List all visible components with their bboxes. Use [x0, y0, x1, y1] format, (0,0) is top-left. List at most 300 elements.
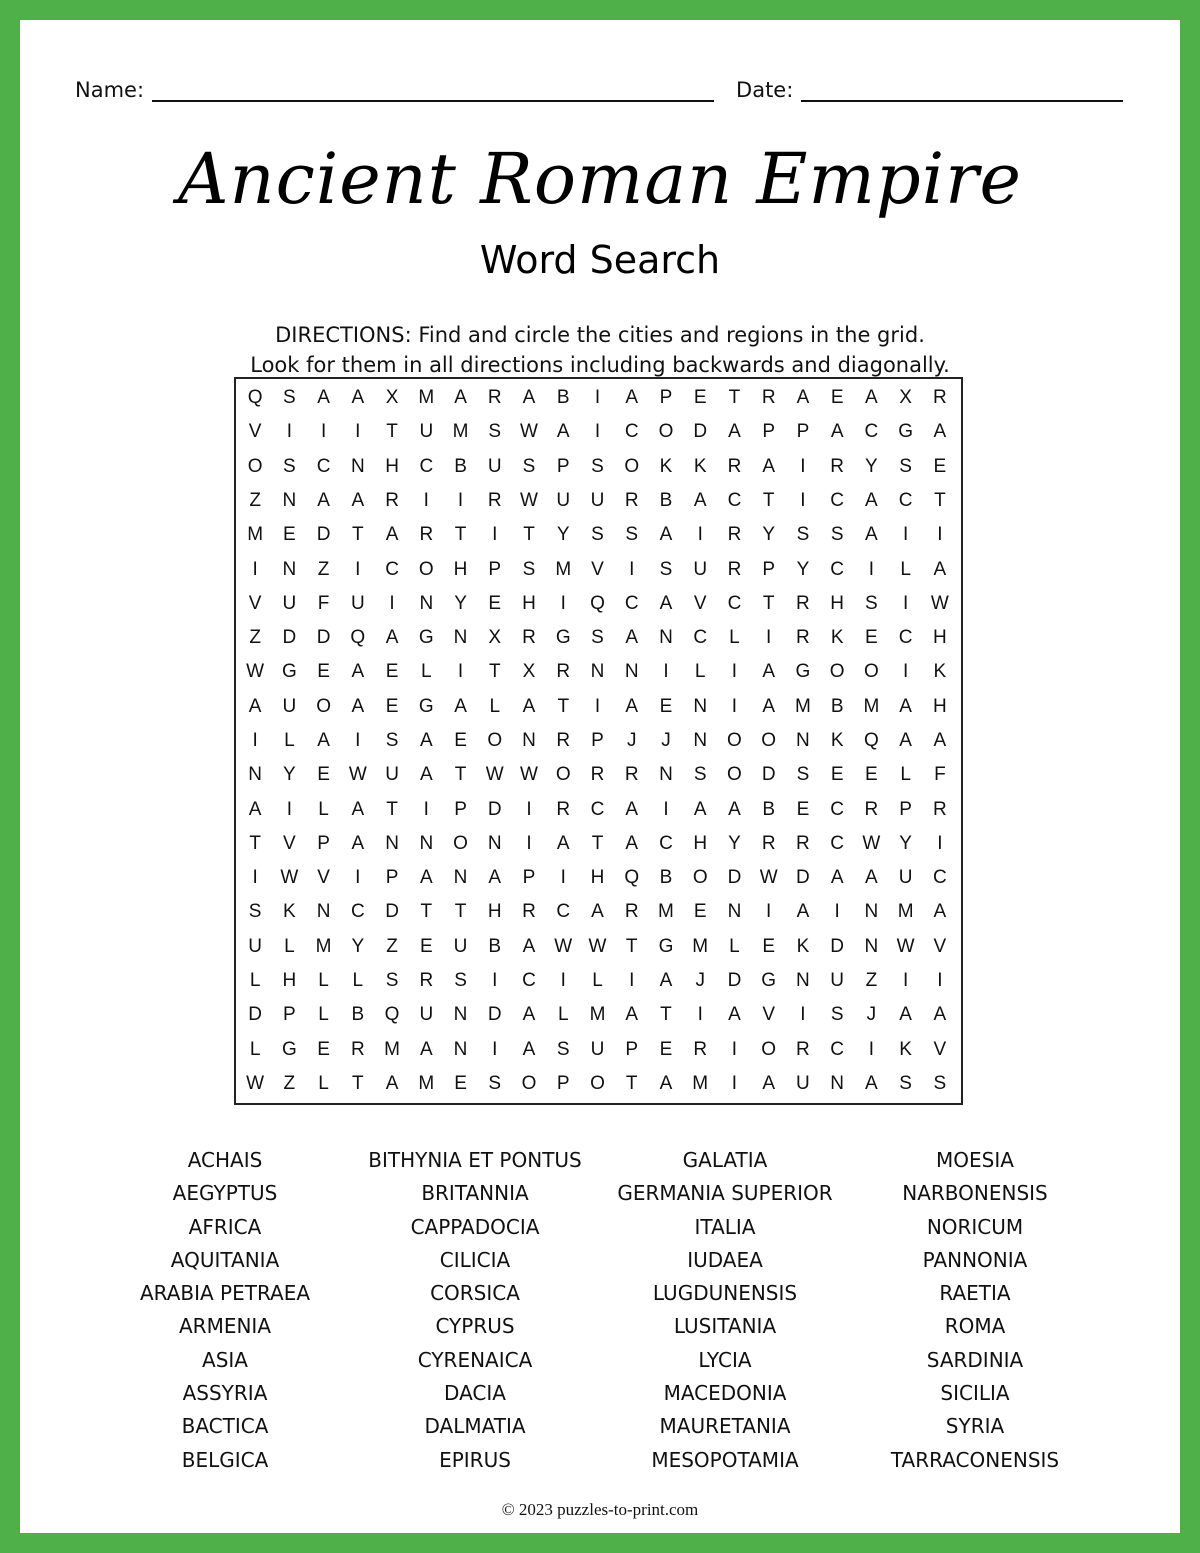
- grid-cell[interactable]: E: [317, 661, 330, 683]
- grid-cell[interactable]: I: [286, 798, 292, 820]
- grid-cell[interactable]: N: [796, 969, 810, 991]
- grid-cell[interactable]: X: [522, 661, 536, 683]
- grid-cell[interactable]: M: [692, 935, 709, 957]
- grid-cell[interactable]: I: [594, 387, 601, 409]
- grid-cell[interactable]: A: [522, 695, 536, 717]
- grid-cell[interactable]: Q: [384, 1004, 400, 1026]
- grid-cell[interactable]: A: [796, 901, 810, 923]
- grid-cell[interactable]: B: [488, 935, 502, 957]
- grid-cell[interactable]: R: [556, 729, 571, 751]
- grid-cell[interactable]: T: [762, 489, 775, 511]
- grid-cell[interactable]: Z: [283, 1072, 296, 1094]
- grid-cell[interactable]: H: [385, 455, 399, 477]
- grid-cell[interactable]: A: [865, 524, 878, 546]
- grid-cell[interactable]: M: [658, 901, 674, 923]
- grid-cell[interactable]: R: [556, 661, 571, 683]
- grid-cell[interactable]: D: [727, 867, 742, 889]
- grid-cell[interactable]: U: [487, 455, 502, 477]
- grid-cell[interactable]: S: [283, 455, 296, 477]
- grid-cell[interactable]: O: [521, 1072, 537, 1094]
- grid-cell[interactable]: G: [898, 421, 914, 443]
- grid-cell[interactable]: E: [317, 1038, 330, 1060]
- grid-cell[interactable]: E: [933, 455, 947, 477]
- grid-cell[interactable]: C: [830, 558, 845, 580]
- grid-cell[interactable]: D: [248, 1004, 262, 1026]
- grid-cell[interactable]: I: [902, 969, 909, 991]
- grid-cell[interactable]: T: [454, 524, 467, 546]
- grid-cell[interactable]: N: [830, 1072, 845, 1094]
- name-field[interactable]: [152, 80, 714, 102]
- grid-cell[interactable]: C: [727, 592, 742, 614]
- grid-cell[interactable]: A: [317, 387, 330, 409]
- grid-cell[interactable]: J: [661, 729, 671, 751]
- grid-cell[interactable]: E: [488, 592, 502, 614]
- grid-cell[interactable]: E: [419, 935, 433, 957]
- grid-cell[interactable]: J: [866, 1004, 877, 1026]
- grid-cell[interactable]: I: [731, 1038, 738, 1060]
- grid-cell[interactable]: L: [900, 558, 911, 580]
- grid-cell[interactable]: M: [418, 1072, 435, 1094]
- grid-cell[interactable]: A: [830, 867, 844, 889]
- grid-cell[interactable]: S: [830, 1004, 844, 1026]
- grid-cell[interactable]: M: [589, 1004, 606, 1026]
- grid-cell[interactable]: S: [385, 729, 399, 751]
- grid-cell[interactable]: O: [247, 455, 263, 477]
- grid-cell[interactable]: A: [317, 729, 330, 751]
- grid-cell[interactable]: I: [526, 798, 532, 820]
- grid-cell[interactable]: P: [385, 867, 399, 889]
- grid-cell[interactable]: P: [317, 832, 330, 854]
- grid-cell[interactable]: N: [590, 661, 605, 683]
- grid-cell[interactable]: U: [590, 1038, 605, 1060]
- grid-cell[interactable]: W: [485, 764, 504, 786]
- grid-cell[interactable]: R: [419, 969, 434, 991]
- grid-cell[interactable]: N: [248, 764, 262, 786]
- grid-cell[interactable]: P: [454, 798, 467, 820]
- grid-cell[interactable]: E: [659, 695, 673, 717]
- grid-cell[interactable]: R: [830, 455, 845, 477]
- grid-cell[interactable]: A: [625, 387, 639, 409]
- grid-cell[interactable]: T: [488, 661, 501, 683]
- grid-cell[interactable]: U: [350, 592, 365, 614]
- grid-cell[interactable]: A: [659, 592, 673, 614]
- grid-cell[interactable]: M: [795, 695, 811, 717]
- grid-cell[interactable]: E: [762, 935, 776, 957]
- grid-cell[interactable]: P: [283, 1004, 296, 1026]
- grid-cell[interactable]: N: [282, 558, 297, 580]
- grid-cell[interactable]: A: [728, 798, 741, 820]
- grid-cell[interactable]: T: [352, 524, 364, 546]
- grid-cell[interactable]: N: [453, 627, 468, 649]
- grid-cell[interactable]: V: [317, 867, 330, 889]
- grid-cell[interactable]: Q: [247, 387, 263, 409]
- grid-cell[interactable]: L: [694, 661, 706, 683]
- grid-cell[interactable]: C: [830, 832, 845, 854]
- grid-cell[interactable]: L: [318, 969, 329, 991]
- grid-cell[interactable]: A: [762, 661, 776, 683]
- grid-cell[interactable]: S: [488, 421, 502, 443]
- grid-cell[interactable]: M: [863, 695, 880, 717]
- grid-cell[interactable]: U: [556, 489, 571, 511]
- grid-cell[interactable]: M: [247, 524, 264, 546]
- grid-cell[interactable]: R: [693, 1038, 708, 1060]
- grid-cell[interactable]: U: [693, 558, 708, 580]
- grid-cell[interactable]: R: [761, 387, 776, 409]
- grid-cell[interactable]: V: [693, 592, 707, 614]
- grid-cell[interactable]: A: [659, 969, 673, 991]
- grid-cell[interactable]: N: [522, 729, 536, 751]
- grid-cell[interactable]: A: [385, 1072, 399, 1094]
- grid-cell[interactable]: B: [762, 798, 776, 820]
- grid-cell[interactable]: O: [590, 1072, 605, 1094]
- grid-cell[interactable]: T: [249, 832, 261, 854]
- grid-cell[interactable]: I: [252, 867, 258, 889]
- grid-cell[interactable]: G: [418, 627, 434, 649]
- grid-cell[interactable]: Z: [249, 627, 261, 649]
- grid-cell[interactable]: D: [727, 969, 742, 991]
- grid-cell[interactable]: C: [659, 832, 673, 854]
- grid-cell[interactable]: A: [351, 489, 365, 511]
- grid-cell[interactable]: W: [348, 764, 367, 786]
- grid-cell[interactable]: I: [526, 832, 532, 854]
- grid-cell[interactable]: Y: [728, 832, 741, 854]
- grid-cell[interactable]: P: [556, 1072, 570, 1094]
- grid-cell[interactable]: C: [624, 592, 639, 614]
- grid-cell[interactable]: I: [286, 421, 292, 443]
- grid-cell[interactable]: I: [355, 421, 361, 443]
- grid-cell[interactable]: T: [352, 1072, 364, 1094]
- grid-cell[interactable]: A: [933, 901, 947, 923]
- grid-cell[interactable]: A: [865, 1072, 878, 1094]
- grid-cell[interactable]: N: [316, 901, 331, 923]
- grid-cell[interactable]: R: [796, 832, 810, 854]
- grid-cell[interactable]: A: [385, 524, 399, 546]
- grid-cell[interactable]: K: [659, 455, 673, 477]
- grid-cell[interactable]: P: [796, 421, 810, 443]
- grid-cell[interactable]: O: [692, 867, 708, 889]
- grid-cell[interactable]: L: [249, 1038, 261, 1060]
- grid-cell[interactable]: C: [624, 421, 639, 443]
- grid-cell[interactable]: B: [454, 455, 467, 477]
- grid-cell[interactable]: B: [830, 695, 844, 717]
- grid-cell[interactable]: A: [933, 1004, 947, 1026]
- grid-cell[interactable]: U: [248, 935, 262, 957]
- grid-cell[interactable]: E: [865, 627, 878, 649]
- grid-cell[interactable]: I: [766, 901, 772, 923]
- grid-cell[interactable]: H: [282, 969, 297, 991]
- grid-cell[interactable]: R: [933, 387, 947, 409]
- grid-cell[interactable]: I: [423, 489, 429, 511]
- grid-cell[interactable]: G: [795, 661, 811, 683]
- grid-cell[interactable]: H: [590, 867, 605, 889]
- grid-cell[interactable]: A: [762, 455, 776, 477]
- grid-cell[interactable]: A: [419, 764, 433, 786]
- grid-cell[interactable]: N: [487, 832, 502, 854]
- grid-cell[interactable]: Q: [350, 627, 366, 649]
- grid-cell[interactable]: A: [454, 387, 467, 409]
- grid-cell[interactable]: R: [522, 627, 536, 649]
- grid-cell[interactable]: Z: [865, 969, 878, 991]
- grid-cell[interactable]: E: [385, 695, 399, 717]
- grid-cell[interactable]: V: [762, 1004, 776, 1026]
- grid-cell[interactable]: O: [316, 695, 331, 717]
- grid-cell[interactable]: P: [762, 558, 776, 580]
- grid-cell[interactable]: M: [452, 421, 469, 443]
- grid-cell[interactable]: L: [592, 969, 603, 991]
- grid-cell[interactable]: N: [693, 729, 708, 751]
- grid-cell[interactable]: E: [454, 729, 467, 751]
- grid-cell[interactable]: S: [522, 558, 536, 580]
- grid-cell[interactable]: O: [829, 661, 845, 683]
- grid-cell[interactable]: A: [556, 421, 570, 443]
- grid-cell[interactable]: A: [419, 729, 433, 751]
- grid-cell[interactable]: I: [355, 729, 361, 751]
- grid-cell[interactable]: Y: [899, 832, 912, 854]
- grid-cell[interactable]: H: [933, 627, 947, 649]
- grid-cell[interactable]: N: [693, 695, 708, 717]
- grid-cell[interactable]: A: [625, 695, 639, 717]
- grid-cell[interactable]: X: [488, 627, 502, 649]
- grid-cell[interactable]: I: [731, 695, 738, 717]
- grid-cell[interactable]: N: [624, 661, 639, 683]
- grid-cell[interactable]: A: [933, 558, 947, 580]
- grid-cell[interactable]: C: [556, 901, 571, 923]
- grid-cell[interactable]: G: [658, 935, 674, 957]
- grid-cell[interactable]: U: [419, 1004, 434, 1026]
- grid-cell[interactable]: I: [629, 969, 635, 991]
- grid-cell[interactable]: A: [693, 798, 707, 820]
- grid-cell[interactable]: B: [351, 1004, 365, 1026]
- grid-cell[interactable]: Q: [864, 729, 879, 751]
- grid-cell[interactable]: W: [930, 592, 949, 614]
- grid-cell[interactable]: T: [523, 524, 535, 546]
- grid-cell[interactable]: S: [899, 1072, 912, 1094]
- grid-cell[interactable]: P: [659, 387, 673, 409]
- grid-cell[interactable]: R: [727, 524, 742, 546]
- grid-cell[interactable]: D: [487, 1004, 502, 1026]
- grid-cell[interactable]: O: [864, 661, 879, 683]
- grid-cell[interactable]: M: [692, 1072, 709, 1094]
- grid-cell[interactable]: T: [934, 489, 946, 511]
- grid-cell[interactable]: A: [351, 387, 365, 409]
- grid-cell[interactable]: S: [933, 1072, 947, 1094]
- grid-cell[interactable]: A: [351, 661, 365, 683]
- grid-cell[interactable]: L: [284, 935, 295, 957]
- grid-cell[interactable]: S: [830, 524, 844, 546]
- grid-cell[interactable]: C: [898, 489, 913, 511]
- grid-cell[interactable]: P: [762, 421, 776, 443]
- grid-cell[interactable]: A: [865, 387, 878, 409]
- grid-cell[interactable]: Y: [351, 935, 365, 957]
- grid-cell[interactable]: S: [591, 524, 604, 546]
- grid-cell[interactable]: I: [800, 455, 806, 477]
- grid-cell[interactable]: L: [729, 627, 740, 649]
- grid-cell[interactable]: W: [520, 489, 538, 511]
- grid-cell[interactable]: C: [316, 455, 331, 477]
- grid-cell[interactable]: A: [419, 1038, 433, 1060]
- grid-cell[interactable]: Z: [249, 489, 261, 511]
- grid-cell[interactable]: W: [246, 1072, 265, 1094]
- grid-cell[interactable]: C: [830, 489, 845, 511]
- grid-cell[interactable]: R: [522, 901, 536, 923]
- grid-cell[interactable]: I: [560, 592, 566, 614]
- grid-cell[interactable]: C: [350, 901, 365, 923]
- grid-cell[interactable]: I: [800, 1004, 806, 1026]
- grid-cell[interactable]: R: [556, 798, 571, 820]
- grid-cell[interactable]: P: [522, 867, 536, 889]
- grid-cell[interactable]: R: [487, 387, 502, 409]
- grid-cell[interactable]: I: [937, 832, 943, 854]
- grid-cell[interactable]: I: [629, 558, 635, 580]
- grid-cell[interactable]: C: [864, 421, 879, 443]
- grid-cell[interactable]: G: [761, 969, 777, 991]
- grid-cell[interactable]: A: [248, 695, 262, 717]
- grid-cell[interactable]: P: [556, 455, 570, 477]
- grid-cell[interactable]: H: [522, 592, 536, 614]
- grid-cell[interactable]: J: [626, 729, 637, 751]
- grid-cell[interactable]: W: [588, 935, 607, 957]
- grid-cell[interactable]: A: [899, 1004, 912, 1026]
- grid-cell[interactable]: R: [796, 627, 810, 649]
- grid-cell[interactable]: S: [522, 455, 536, 477]
- grid-cell[interactable]: V: [248, 421, 262, 443]
- grid-cell[interactable]: I: [663, 798, 669, 820]
- grid-cell[interactable]: N: [385, 832, 399, 854]
- grid-cell[interactable]: T: [591, 832, 604, 854]
- grid-cell[interactable]: T: [625, 935, 638, 957]
- grid-cell[interactable]: Y: [556, 524, 570, 546]
- grid-cell[interactable]: S: [556, 1038, 570, 1060]
- grid-cell[interactable]: T: [454, 901, 467, 923]
- grid-cell[interactable]: T: [660, 1004, 672, 1026]
- grid-cell[interactable]: I: [355, 558, 361, 580]
- grid-cell[interactable]: S: [248, 901, 262, 923]
- grid-cell[interactable]: A: [659, 524, 673, 546]
- grid-cell[interactable]: I: [868, 1038, 875, 1060]
- grid-cell[interactable]: T: [728, 387, 741, 409]
- grid-cell[interactable]: S: [693, 764, 707, 786]
- grid-cell[interactable]: N: [419, 832, 434, 854]
- grid-cell[interactable]: A: [933, 421, 947, 443]
- grid-cell[interactable]: I: [492, 969, 498, 991]
- grid-cell[interactable]: I: [423, 798, 429, 820]
- grid-cell[interactable]: L: [352, 969, 364, 991]
- grid-cell[interactable]: R: [487, 489, 502, 511]
- grid-cell[interactable]: U: [419, 421, 434, 443]
- grid-cell[interactable]: K: [830, 729, 844, 751]
- grid-cell[interactable]: E: [830, 764, 844, 786]
- grid-cell[interactable]: N: [419, 592, 434, 614]
- grid-cell[interactable]: I: [355, 867, 361, 889]
- grid-cell[interactable]: F: [934, 764, 946, 786]
- grid-cell[interactable]: U: [453, 935, 468, 957]
- grid-cell[interactable]: W: [520, 764, 538, 786]
- grid-cell[interactable]: A: [625, 1004, 639, 1026]
- grid-cell[interactable]: L: [900, 764, 911, 786]
- grid-cell[interactable]: W: [554, 935, 573, 957]
- grid-cell[interactable]: I: [594, 695, 601, 717]
- grid-cell[interactable]: L: [557, 1004, 569, 1026]
- grid-cell[interactable]: N: [453, 867, 468, 889]
- grid-cell[interactable]: Y: [283, 764, 296, 786]
- grid-cell[interactable]: V: [933, 935, 947, 957]
- grid-cell[interactable]: R: [796, 1038, 810, 1060]
- grid-cell[interactable]: T: [625, 1072, 638, 1094]
- grid-cell[interactable]: A: [556, 832, 570, 854]
- grid-cell[interactable]: A: [488, 867, 502, 889]
- grid-cell[interactable]: I: [594, 421, 601, 443]
- grid-cell[interactable]: L: [249, 969, 261, 991]
- grid-cell[interactable]: M: [315, 935, 332, 957]
- grid-cell[interactable]: C: [419, 455, 434, 477]
- grid-cell[interactable]: S: [796, 524, 810, 546]
- grid-cell[interactable]: N: [350, 455, 365, 477]
- grid-cell[interactable]: A: [796, 387, 810, 409]
- grid-cell[interactable]: A: [693, 489, 707, 511]
- grid-cell[interactable]: M: [418, 387, 435, 409]
- grid-cell[interactable]: A: [248, 798, 262, 820]
- grid-cell[interactable]: R: [727, 558, 742, 580]
- letter-grid[interactable]: [234, 377, 963, 1105]
- grid-cell[interactable]: A: [522, 1004, 536, 1026]
- grid-cell[interactable]: A: [351, 798, 365, 820]
- grid-cell[interactable]: C: [830, 798, 845, 820]
- grid-cell[interactable]: I: [663, 661, 669, 683]
- grid-cell[interactable]: R: [385, 489, 399, 511]
- grid-cell[interactable]: A: [625, 798, 639, 820]
- grid-cell[interactable]: R: [419, 524, 434, 546]
- grid-cell[interactable]: K: [796, 935, 810, 957]
- grid-cell[interactable]: A: [591, 901, 604, 923]
- grid-cell[interactable]: D: [385, 901, 399, 923]
- grid-cell[interactable]: L: [318, 1072, 329, 1094]
- date-field[interactable]: [801, 80, 1123, 102]
- grid-cell[interactable]: D: [487, 798, 502, 820]
- grid-cell[interactable]: Q: [590, 592, 605, 614]
- grid-cell[interactable]: S: [625, 524, 639, 546]
- grid-cell[interactable]: E: [693, 901, 707, 923]
- grid-cell[interactable]: I: [492, 1038, 498, 1060]
- grid-cell[interactable]: K: [899, 1038, 912, 1060]
- grid-cell[interactable]: R: [796, 592, 810, 614]
- grid-cell[interactable]: O: [453, 832, 468, 854]
- grid-cell[interactable]: S: [899, 455, 912, 477]
- grid-cell[interactable]: A: [419, 867, 433, 889]
- grid-cell[interactable]: I: [320, 421, 327, 443]
- grid-cell[interactable]: Y: [865, 455, 878, 477]
- grid-cell[interactable]: Y: [762, 524, 776, 546]
- grid-cell[interactable]: A: [385, 627, 399, 649]
- grid-cell[interactable]: A: [762, 1072, 776, 1094]
- grid-cell[interactable]: A: [351, 832, 365, 854]
- grid-cell[interactable]: C: [933, 867, 947, 889]
- grid-cell[interactable]: S: [454, 969, 467, 991]
- grid-cell[interactable]: A: [899, 729, 912, 751]
- grid-cell[interactable]: O: [624, 455, 640, 477]
- grid-cell[interactable]: H: [830, 592, 845, 614]
- grid-cell[interactable]: F: [317, 592, 330, 614]
- grid-cell[interactable]: B: [659, 867, 673, 889]
- grid-cell[interactable]: S: [591, 627, 604, 649]
- grid-cell[interactable]: K: [693, 455, 707, 477]
- grid-cell[interactable]: H: [487, 901, 502, 923]
- grid-cell[interactable]: U: [282, 592, 297, 614]
- grid-cell[interactable]: I: [457, 489, 464, 511]
- grid-cell[interactable]: T: [386, 798, 398, 820]
- grid-cell[interactable]: L: [318, 798, 329, 820]
- grid-cell[interactable]: G: [281, 661, 297, 683]
- grid-cell[interactable]: I: [252, 558, 258, 580]
